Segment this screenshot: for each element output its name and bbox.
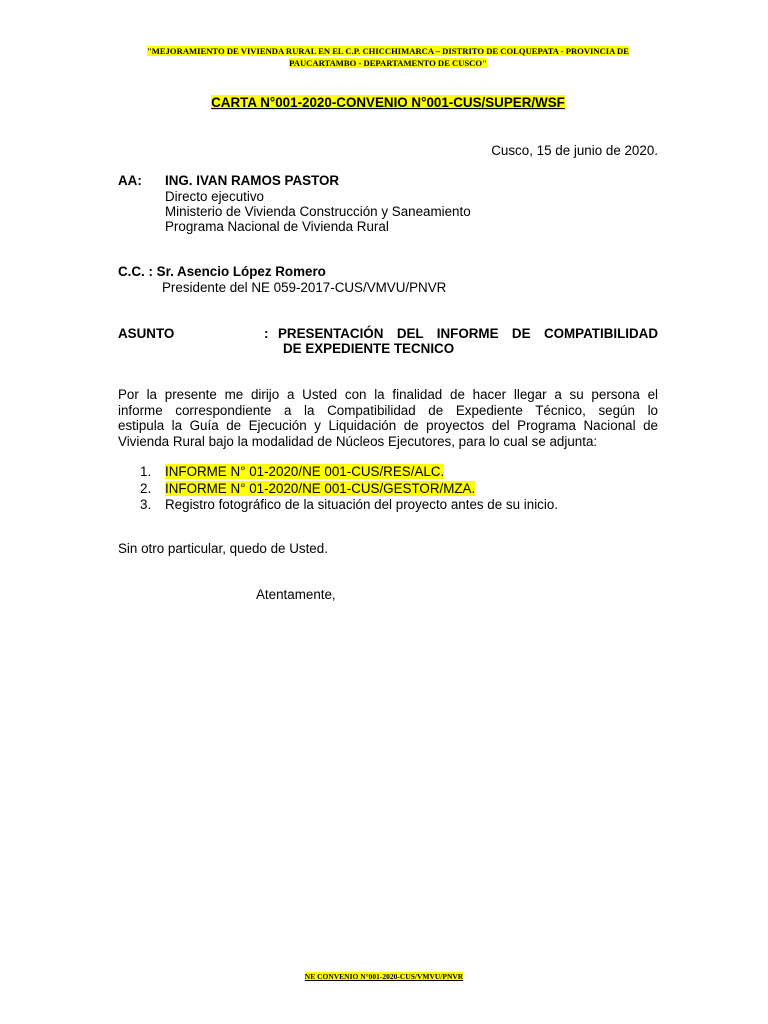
body-line: Vivienda Rural bajo la modalidad de Núcleos Ejecutores, para lo cual se adjunta: xyxy=(118,433,598,449)
regards-line: Atentamente, xyxy=(256,587,336,602)
body-line: Por la presente me dirijo a Usted con la finalidad de hacer llegar a su persona el xyxy=(118,387,658,402)
body-line: estipula la Guía de Ejecución y Liquidación de proyectos del Programa Nacional de xyxy=(118,418,658,433)
subject-line-2: DE EXPEDIENTE TECNICO xyxy=(283,341,455,356)
header-line-1: "MEJORAMIENTO DE VIVIENDA RURAL EN EL C.P. CHICCHIMARCA – DISTRITO DE COLQUEPATA - PROVINCIA DE xyxy=(147,46,629,56)
list-item xyxy=(140,481,558,498)
document-header xyxy=(118,45,658,69)
cc-subline: Presidente del NE 059-2017-CUS/VMVU/PNVR xyxy=(162,280,447,295)
letter-date: Cusco, 15 de junio de 2020. xyxy=(491,143,658,158)
list-item xyxy=(140,464,558,481)
recipient-name: ING. IVAN RAMOS PASTOR xyxy=(165,173,340,188)
closing-line: Sin otro particular, quedo de Usted. xyxy=(118,541,328,556)
recipient-line: Directo ejecutivo xyxy=(165,189,264,204)
list-item-number: 1. xyxy=(140,464,152,479)
recipient-line: Programa Nacional de Vivienda Rural xyxy=(165,219,389,234)
document-footer xyxy=(0,972,768,981)
list-item-text: INFORME N° 01-2020/NE 001-CUS/GESTOR/MZA. xyxy=(165,480,476,496)
attachment-list xyxy=(140,464,558,514)
subject-colon: : xyxy=(264,326,269,341)
list-item xyxy=(140,497,558,514)
list-item-text: INFORME N° 01-2020/NE 001-CUS/RES/ALC. xyxy=(165,464,445,479)
list-item-text: Registro fotográfico de la situación del proyecto antes de su inicio. xyxy=(165,497,559,512)
body-line: informe correspondiente a la Compatibilidad de Expediente Técnico, según lo xyxy=(118,402,658,418)
subject-label: ASUNTO xyxy=(118,326,175,341)
list-item-number: 2. xyxy=(140,480,152,496)
header-line-2: PAUCARTAMBO - DEPARTAMENTO DE CUSCO" xyxy=(289,58,487,68)
subject-line-1: PRESENTACIÓN DEL INFORME DE COMPATIBILIDAD xyxy=(278,326,658,341)
cc-line: C.C. : Sr. Asencio López Romero xyxy=(118,264,326,279)
footer-text: NE CONVENIO N°001-2020-CUS/VMVU/PNVR xyxy=(304,972,464,981)
letter-title-text: CARTA N°001-2020-CONVENIO N°001-CUS/SUPER/WSF xyxy=(211,95,565,110)
recipient-line: Ministerio de Vivienda Construcción y Saneamiento xyxy=(165,204,471,219)
recipient-label: AA: xyxy=(118,173,142,188)
letter-title xyxy=(118,95,658,110)
body-paragraph xyxy=(118,387,658,449)
list-item-number: 3. xyxy=(140,497,152,512)
